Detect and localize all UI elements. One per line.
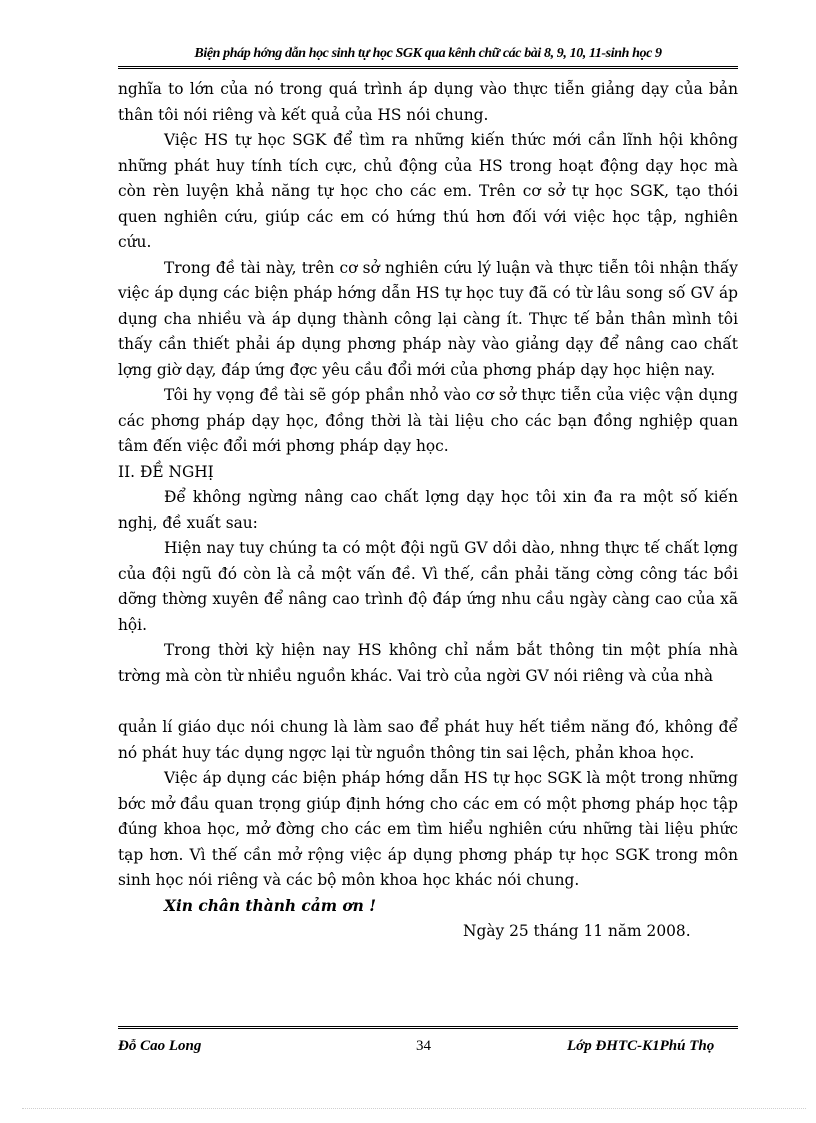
- header-rule: [118, 66, 738, 69]
- page-edge-divider: [22, 1108, 806, 1109]
- footer-author: Đỗ Cao Long: [118, 1038, 202, 1054]
- section-heading: II. ĐỀ NGHỊ: [118, 462, 214, 481]
- thanks-line: Xin chân thành cảm ơn !: [164, 896, 376, 915]
- date-line: Ngày 25 tháng 11 năm 2008.: [463, 922, 691, 940]
- paragraph-information: Trong thời kỳ hiện nay HS không chỉ nắm bắt thông tin một phía nhà trờng mà còn từ nhiều nguồn khác. Vai trò của ngời GV nói riêng và của nhà: [118, 641, 738, 685]
- paragraph-methods: Việc áp dụng các biện pháp hớng dẫn HS tự học SGK là một trong những bớc mở đầu quan trọng giúp định hớng cho các em có một phơng pháp học tập đúng khoa học, mở đờng cho các em tìm hiểu nghiên cứu những tài liệu phức tạp hơn. Vì thế cần mở rộng việc áp dụng phơng pháp tự học SGK trong môn sinh học nói riêng và các bộ môn khoa học khác nói chung.: [118, 769, 738, 889]
- running-header: Biện pháp hớng dẫn học sinh tự học SGK qua kênh chữ các bài 8, 9, 10, 11-sinh học 9: [194, 46, 662, 61]
- paragraph-teachers: Hiện nay tuy chúng ta có một đội ngũ GV dồi dào, nhng thực tế chất lợng của đội ngũ đó còn là cả một vấn đề. Vì thế, cần phải tăng cờng công tác bồi dỡng thờng xuyên để nâng cao trình độ đáp ứng nhu cầu ngày càng cao của xã hội.: [118, 539, 738, 634]
- text-block-upper: [118, 77, 738, 689]
- paragraph-topic: Trong đề tài này, trên cơ sở nghiên cứu lý luận và thực tiễn tôi nhận thấy việc áp dụng các biện pháp hớng dẫn HS tự học tuy đã có từ lâu song số GV áp dụng cha nhiều và áp dụng thành công lại càng ít. Thực tế bản thân mình tôi thấy cần thiết phải áp dụng phơng pháp này vào giảng dạy để nâng cao chất lợng giờ dạy, đáp ứng đợc yêu cầu đổi mới của phơng pháp dạy học hiện nay.: [118, 258, 738, 379]
- paragraph-hope: Tôi hy vọng đề tài sẽ góp phần nhỏ vào cơ sở thực tiễn của việc vận dụng các phơng pháp dạy học, đồng thời là tài liệu cho các bạn đồng nghiệp quan tâm đến việc đổi mới phơng pháp dạy học.: [118, 386, 738, 455]
- paragraph-continued-management: quản lí giáo dục nói chung là làm sao để phát huy hết tiềm năng đó, không để nó phát huy tác dụng ngợc lại từ nguồn thông tin sai lệch, phản khoa học.: [118, 718, 738, 762]
- paragraph-continued: nghĩa to lớn của nó trong quá trình áp dụng vào thực tiễn giảng dạy của bản thân tôi nói riêng và kết quả của HS nói chung.: [118, 80, 738, 124]
- text-block-lower: [118, 715, 738, 945]
- page-number: 34: [416, 1038, 431, 1054]
- paragraph-self-study: Việc HS tự học SGK để tìm ra những kiến thức mới cần lĩnh hội không những phát huy tính tích cực, chủ động của HS trong hoạt động dạy học mà còn rèn luyện khả năng tự học cho các em. Trên cơ sở tự học SGK, tạo thói quen nghiên cứu, giúp các em có hứng thú hơn đối với việc học tập, nghiên cứu.: [118, 131, 738, 251]
- footer-class: Lớp ĐHTC-K1Phú Thọ: [567, 1038, 715, 1054]
- paragraph-proposal-intro: Để không ngừng nâng cao chất lợng dạy học tôi xin đa ra một số kiến nghị, đề xuất sau:: [118, 488, 738, 532]
- footer-rule: [118, 1026, 738, 1029]
